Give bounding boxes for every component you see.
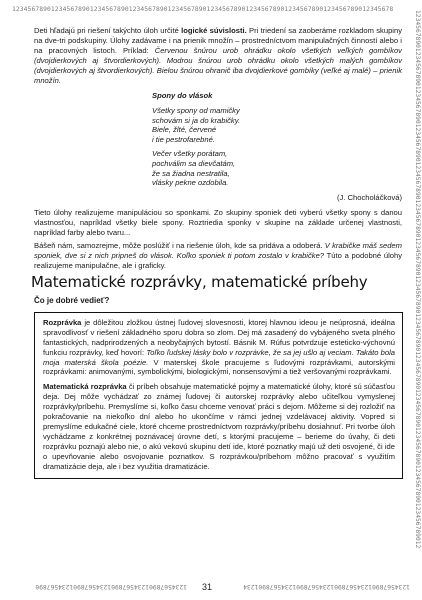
- box-term-math-story: Matematická rozprávka: [43, 382, 127, 392]
- poem-line: i tie pestrofarebné.: [152, 134, 215, 144]
- margin-number-strip-right: 1234567890123456789012345678901234567890123456789012345678901234567890123456789012345678901234567890123456789012345678901234567890123456789012: [414, 10, 421, 549]
- task-text-1: Bášeň nám, samozrejme, môže poslúžiť i na riešenie úloh, kde sa pridáva a odoberá.: [34, 241, 325, 251]
- manipulation-paragraph: Tieto úlohy realizujeme manipuláciou so sponkami. Zo skupiny sponiek deti vyberú všetky spony s danou vlastnosťou, napríklad všetky biele spony. Roztriedia sponky v skupine na základe určenej vlastnosti, napríklad farby alebo tvaru...: [34, 207, 402, 237]
- intro-example: Červenou šnúrou urob ohrádku okolo všetkých veľkých gombíkov (dvojdierkových aj štvordierkových). Modrou šnúrou urob ohrádku okolo všetkých malých gombíkov (dvojdierkových aj štvordierkových). Bielou šnúrou ohranič iba dvojdierkové gombíky (veľké aj malé) – prienik množín.: [34, 45, 402, 85]
- poem-title: Spony do vlások: [152, 91, 213, 101]
- task-text-2: Túto a podobné úlohy realizujeme manipulačne, ale i graficky.: [34, 251, 403, 271]
- margin-number-strip-top: 12345678901234567890123456789012345678901234567890123456789012345678901234567890123456789012345678: [12, 6, 394, 13]
- box-term-fairytale: Rozprávka: [43, 317, 82, 327]
- margin-number-strip-bottom-right: 12345678901234567890123456789012345678901234: [243, 583, 410, 590]
- page-content: [31, 26, 403, 479]
- box-text-3: či príbeh obsahuje matematické pojmy a matematické úlohy, ktoré sú súčasťou deja. Dej môže vychádzať zo známej ľudovej či autorskej rozprávky alebo učiteľkou vymyslenej rozprávky/príbehu. Premyslíme si, koľko času chceme venovať práci s dejom. Môžeme si dej rozložiť na pokračovanie na niekoľko dní alebo ho ukončíme v rámci jednej vzdelávacej aktivity. Vopred si premyslíme edukačné ciele, ktoré chceme prostredníctvom rozprávky/príbehu dosiahnuť. Pri tvorbe úloh vychádzame z konkrétnej poznávacej úrovne detí, s ktorými pracujeme – berieme do úvahy, či deti rozprávku poznajú alebo nie, o akú vekovú skupinu detí ide, ktoré poznatky majú už deti osvojené, či ide o upevňovanie alebo osvojovanie poznatkov. S rozprávkou/príbehom môžno pracovať s využitím dramatizácie deja, ale i bez využitia dramatizácie.: [43, 382, 395, 471]
- poem: [152, 91, 402, 187]
- poem-line: že sa žiadna nestratila,: [152, 168, 230, 178]
- section-subheading: Čo je dobré vedieť?: [34, 296, 110, 306]
- poem-line: Večer všetky porátam,: [152, 149, 228, 159]
- poem-stanza-1: [152, 106, 402, 144]
- poem-line: vlásky pekne ozdobila.: [152, 178, 229, 188]
- info-box: [34, 312, 403, 479]
- poem-author: (J. Chocholáčková): [337, 192, 402, 202]
- poem-line: schovám si ja do krabičky.: [152, 115, 241, 125]
- box-text-1: je dôležitou zložkou ústnej ľudovej slovesnosti, ktorej hlavnou ideou je neúprosná, ideálna spravodlivosť v riešení základného sporu dobra so zlom. Dej má zasadený do vybájeného sveta plného fantastických, nadprirodzených a neobyčajných bytostí. Básnik M. Rúfus potvrdzuje esteticko-výchovnú funkciu rozprávky, keď hovorí:: [43, 317, 395, 357]
- poem-line: Všetky spony od mamičky: [152, 106, 240, 116]
- poem-stanza-2: [152, 149, 402, 187]
- margin-number-strip-bottom-left: 1234567890123456789012345678901234567890: [35, 583, 187, 590]
- box-quote: Toľko ľudskej lásky bolo v rozprávke, že sa jej ušlo aj veciam. Takáto bola moja materská škola poézie.: [43, 347, 395, 367]
- intro-paragraph: [34, 26, 402, 85]
- box-text-2: V materskej škole pracujeme s ľudovými rozprávkami, autorskými rozprávkami: animovanými, symbolickými, biologickými, nonsensovými a tiež veršovanými rozprávkami.: [43, 357, 395, 377]
- poem-line: Biele, žlté, červené: [152, 125, 217, 135]
- box-paragraph-math-story: [43, 382, 395, 471]
- box-paragraph-fairytale: [43, 318, 395, 377]
- poem-line: pochválim sa dievčatám,: [152, 159, 236, 168]
- task-example: V krabičke máš sedem sponiek, dve si z nich pripneš do vlások. Koľko sponiek ti potom zostalo v krabičke?: [34, 241, 402, 261]
- task-paragraph: [34, 241, 402, 271]
- intro-keyword: logické súvislosti.: [181, 26, 247, 35]
- page-number: 31: [202, 582, 213, 592]
- intro-text-1: Deti hľadajú pri riešení takýchto úloh určité: [34, 26, 182, 35]
- section-heading: Matematické rozprávky, matematické príbehy: [31, 273, 368, 292]
- intro-text-2: Pri triedení sa zaoberáme rozkladom skupiny na dve-tri podskupiny. Úlohy zadávame i na prienik množín – prostredníctvom manipulačných činností alebo i na pracovných listoch. Príklad:: [34, 26, 402, 55]
